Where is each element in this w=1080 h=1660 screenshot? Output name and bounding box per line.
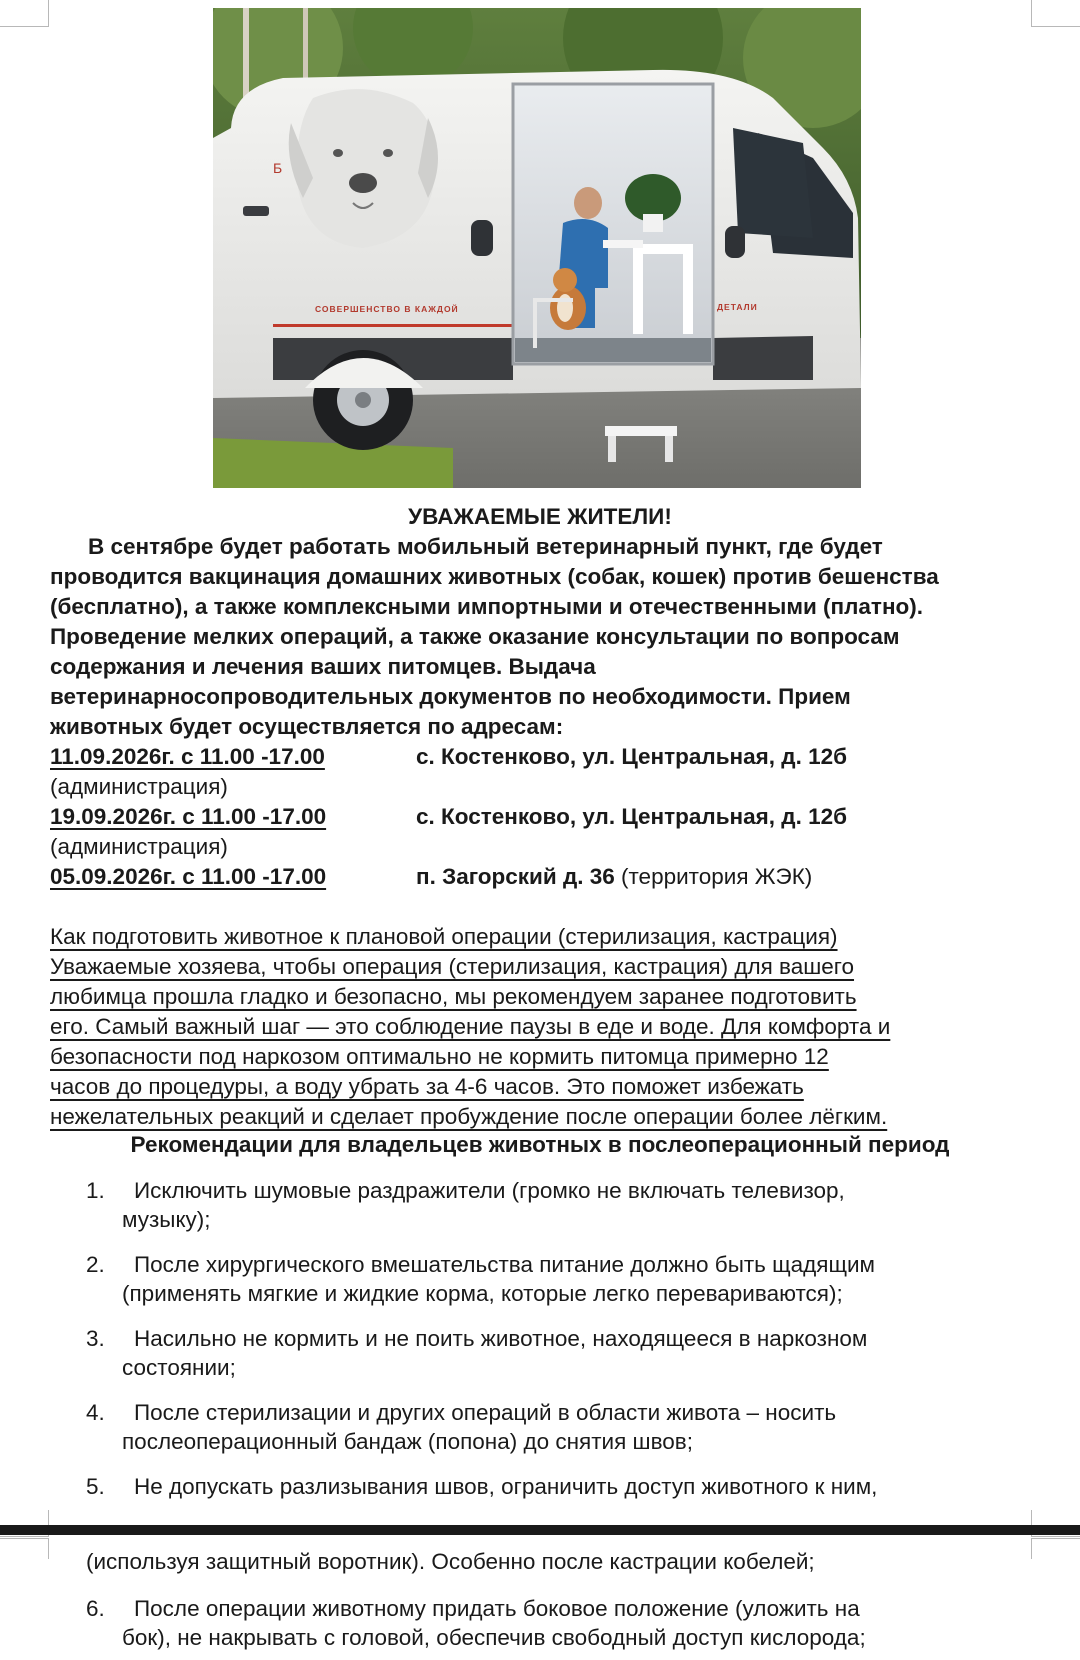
item-line: музыку); — [122, 1207, 211, 1232]
schedule-address-extra: (территория ЖЭК) — [614, 864, 813, 889]
schedule-date: 19.09.2026г. с 11.00 -17.00 — [50, 804, 327, 829]
item-line: бок), не накрывать с головой, обеспечив свободный доступ кислорода; — [122, 1625, 866, 1650]
recommendation-item — [86, 1472, 1006, 1501]
item-line: Исключить шумовые раздражители (громко не включать телевизор, — [134, 1178, 845, 1203]
recommendation-item — [86, 1594, 1006, 1652]
item-line: После хирургического вмешательства питание должно быть щадящим — [134, 1252, 876, 1277]
preparation-line: нежелательных реакций и сделает пробуждение после операции более лёгким. — [50, 1104, 888, 1129]
item-number: 1. — [86, 1178, 105, 1203]
item-line: послеоперационный бандаж (попона) до снятия швов; — [122, 1429, 693, 1454]
schedule-address — [416, 802, 847, 832]
preparation-paragraph — [50, 922, 1010, 1132]
schedule-address — [416, 742, 847, 772]
item-number: 6. — [86, 1596, 105, 1621]
item-number: 2. — [86, 1252, 105, 1277]
schedule-address-main: с. Костенково, ул. Центральная, д. 12б — [416, 744, 847, 769]
recommendation-item — [86, 1324, 1006, 1382]
item-number: 3. — [86, 1326, 105, 1351]
preparation-line: Как подготовить животное к плановой операции (стерилизация, кастрация) — [50, 924, 838, 949]
intro-line: (бесплатно), а также комплексными импортными и отечественными (платно). — [50, 594, 924, 619]
intro-paragraph — [50, 532, 1030, 742]
recommendation-item — [86, 1250, 1006, 1308]
item-continuation: (используя защитный воротник). Особенно после кастрации кобелей; — [86, 1549, 815, 1574]
page-corner-mark — [1031, 0, 1080, 27]
item-number: 4. — [86, 1400, 105, 1425]
page-break-bar — [0, 1525, 1080, 1535]
mobile-vet-van-photo — [213, 8, 861, 488]
preparation-line: его. Самый важный шаг — это соблюдение паузы в еде и воде. Для комфорта и — [50, 1014, 891, 1039]
intro-line: Проведение мелких операций, а также оказание консультации по вопросам — [50, 624, 900, 649]
item-number: 5. — [86, 1474, 105, 1499]
recommendation-item — [86, 1398, 1006, 1456]
item-line: После стерилизации и других операций в области живота – носить — [134, 1400, 837, 1425]
schedule-address-main: п. Загорский д. 36 — [416, 864, 615, 889]
item-line: Не допускать разлизывания швов, ограничить доступ животного к ним, — [134, 1474, 878, 1499]
van-slogan-left: СОВЕРШЕНСТВО В КАЖДОЙ — [315, 304, 459, 314]
van-slogan-right: ДЕТАЛИ — [717, 302, 758, 312]
item-line: (применять мягкие и жидкие корма, которые легко перевариваются); — [122, 1281, 843, 1306]
schedule-date: 05.09.2026г. с 11.00 -17.00 — [50, 864, 327, 889]
preparation-line: часов до процедуры, а воду убрать за 4-6 часов. Это поможет избежать — [50, 1074, 804, 1099]
schedule-note: (администрация) — [50, 774, 228, 799]
intro-line: содержания и лечения ваших питомцев. Выдача — [50, 654, 596, 679]
recommendation-item — [86, 1176, 1006, 1234]
preparation-line: Уважаемые хозяева, чтобы операция (стерилизация, кастрация) для вашего — [50, 954, 855, 979]
page-corner-mark — [1031, 1538, 1080, 1559]
van-letter: Б — [273, 160, 283, 176]
schedule-address-main: с. Костенково, ул. Центральная, д. 12б — [416, 804, 847, 829]
preparation-line: любимца прошла гладко и безопасно, мы рекомендуем заранее подготовить — [50, 984, 857, 1009]
intro-line: животных будет осуществляется по адресам: — [50, 714, 564, 739]
item-line: После операции животному придать боковое положение (уложить на — [134, 1596, 860, 1621]
schedule-note: (администрация) — [50, 834, 228, 859]
preparation-line: безопасности под наркозом оптимально не кормить питомца примерно 12 — [50, 1044, 829, 1069]
intro-line: проводится вакцинация домашних животных (собак, кошек) против бешенства — [50, 564, 939, 589]
page-corner-mark — [0, 0, 49, 27]
intro-line: В сентябре будет работать мобильный ветеринарный пункт, где будет — [88, 534, 883, 559]
notice-title: УВАЖАЕМЫЕ ЖИТЕЛИ! — [408, 504, 672, 529]
intro-line: ветеринарносопроводительных документов по необходимости. Прием — [50, 684, 851, 709]
schedule-address — [416, 862, 812, 892]
recommendations-title: Рекомендации для владельцев животных в послеоперационный период — [130, 1132, 950, 1157]
item-line: состоянии; — [122, 1355, 236, 1380]
page-corner-mark — [0, 1538, 49, 1559]
item-line: Насильно не кормить и не поить животное, находящееся в наркозном — [134, 1326, 868, 1351]
schedule-date: 11.09.2026г. с 11.00 -17.00 — [50, 744, 325, 769]
